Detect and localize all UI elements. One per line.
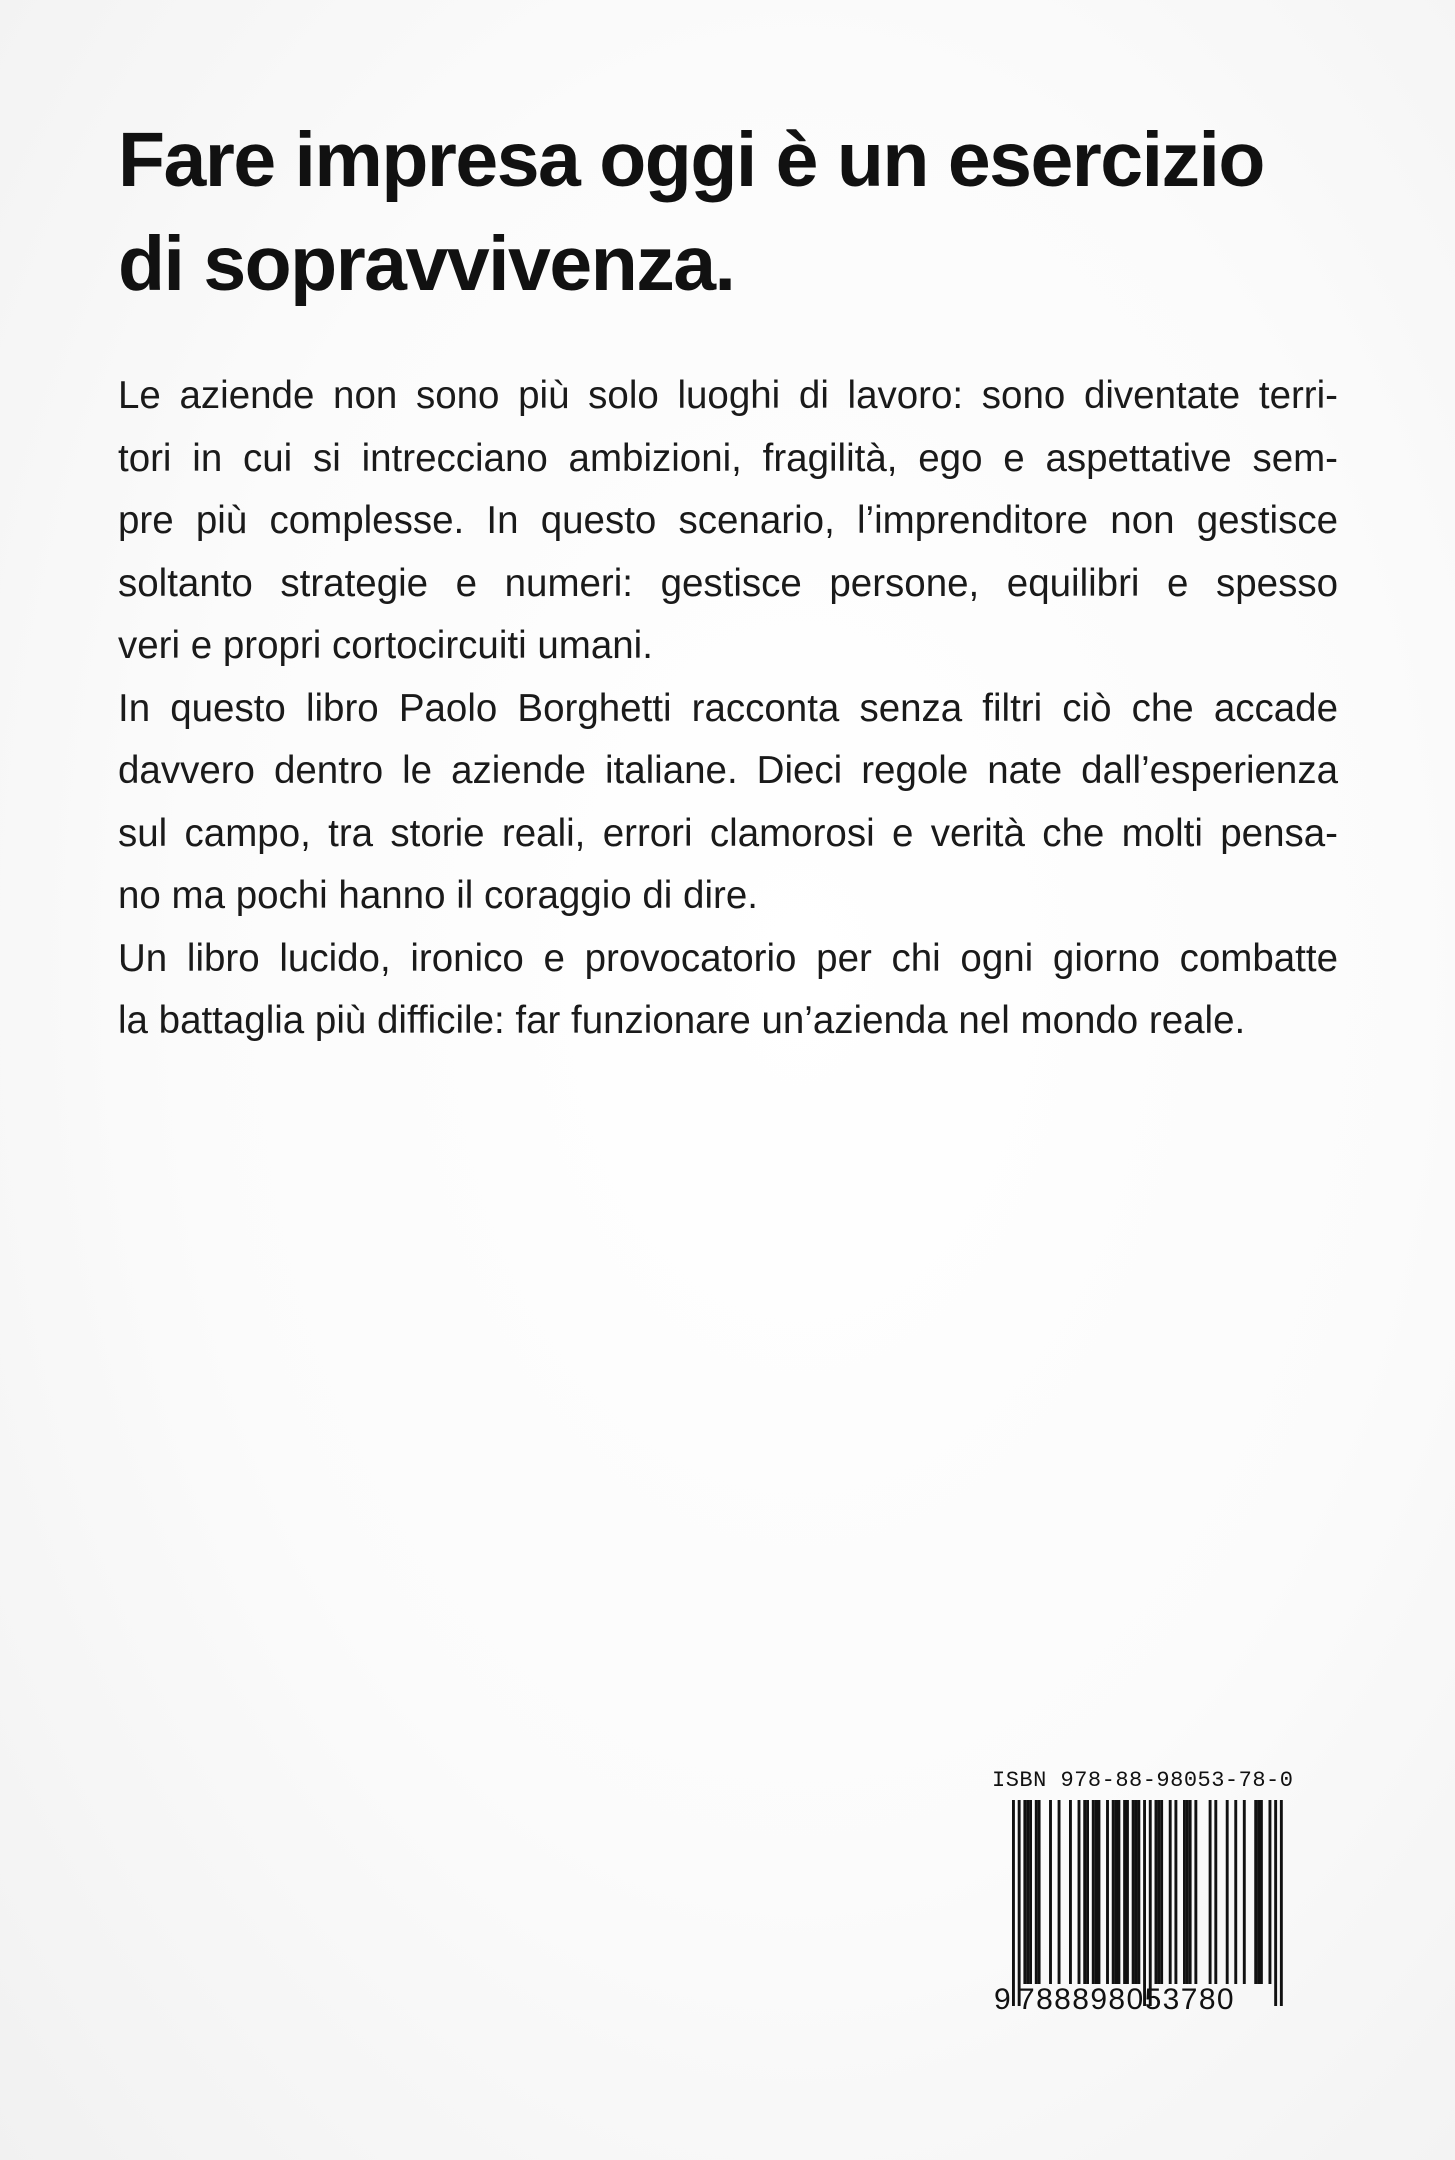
blurb (118, 365, 1338, 1053)
barcode-bar (1058, 1800, 1061, 1984)
headline-line-2: di sopravvivenza. (118, 221, 735, 307)
barcode-bar (1029, 1800, 1032, 1984)
barcode-block (992, 1768, 1332, 2016)
barcode-bar (1174, 1800, 1177, 1984)
blurb-line: la battaglia più difficile: far funzionare un’azienda nel mondo reale. (118, 999, 1246, 1042)
barcode-bar (1260, 1800, 1263, 1984)
blurb-line: davvero dentro le aziende italiane. Dieci regole nate dall’esperienza (118, 749, 1338, 792)
barcode-bar (1086, 1800, 1089, 1984)
barcode-bar (1069, 1800, 1072, 1984)
barcode-bar (1183, 1800, 1186, 1984)
barcode-bar (1257, 1800, 1260, 1984)
barcode-bar (1012, 1800, 1015, 2006)
barcode-bar (1132, 1800, 1135, 1984)
barcode-bar (1018, 1800, 1021, 2006)
barcode-bar (1123, 1800, 1126, 1984)
barcode-digits (992, 1983, 1292, 2019)
barcode-icon (992, 1800, 1292, 2008)
barcode-bar (1095, 1800, 1098, 1984)
barcode-bar (1035, 1800, 1038, 1984)
barcode-bar (1194, 1800, 1197, 1984)
barcode-first-digit: 9 (994, 1983, 1011, 2016)
barcode-bar (1234, 1800, 1237, 1984)
barcode-bar (1115, 1800, 1118, 1984)
barcode-bar (1135, 1800, 1138, 1984)
barcode-bar (1189, 1800, 1192, 1984)
barcode-bar (1160, 1800, 1163, 1984)
blurb-line: pre più complesse. In questo scenario, l’imprenditore non gestisce (118, 499, 1338, 542)
barcode-bar (1254, 1800, 1257, 1984)
blurb-line: Un libro lucido, ironico e provocatorio per chi ogni giorno combatte (118, 936, 1338, 980)
barcode-bar (1169, 1800, 1172, 1984)
barcode-bar (1143, 1800, 1146, 2006)
blurb-line: sul campo, tra storie reali, errori clamorosi e verità che molti pensa- (118, 811, 1338, 855)
barcode-bar (1226, 1800, 1229, 1984)
barcode-bar (1274, 1800, 1277, 2006)
barcode-bar (1186, 1800, 1189, 1984)
blurb-line: In questo libro Paolo Borghetti racconta senza filtri ciò che accade (118, 686, 1338, 730)
barcode-bar (1149, 1800, 1152, 2006)
barcode-bar (1157, 1800, 1160, 1984)
barcode-bar (1243, 1800, 1246, 1984)
blurb-line: Le aziende non sono più solo luoghi di lavoro: sono diventate terri- (118, 374, 1338, 417)
barcode-bar (1112, 1800, 1115, 1984)
isbn-label: ISBN 978-88-98053-78-0 (992, 1768, 1294, 1793)
barcode-bar (1038, 1800, 1041, 1984)
barcode-bar (1049, 1800, 1052, 1984)
blurb-line: soltanto strategie e numeri: gestisce persone, equilibri e spesso (118, 561, 1338, 605)
barcode-bar (1209, 1800, 1212, 1984)
barcode-bar (1106, 1800, 1109, 1984)
blurb-line: no ma pochi hanno il coraggio di dire. (118, 874, 758, 917)
blurb-line: veri e propri cortocircuiti umani. (118, 624, 653, 667)
barcode-bar (1155, 1800, 1158, 1984)
barcode-bar (1214, 1800, 1217, 1984)
barcode-bar (1098, 1800, 1101, 1984)
headline-line-1: Fare impresa oggi è un esercizio (118, 117, 1264, 203)
barcode-bar (1137, 1800, 1140, 1984)
barcode-bar (1092, 1800, 1095, 1984)
barcode-bar (1269, 1800, 1272, 1984)
headline (118, 108, 1348, 316)
barcode-bar (1083, 1800, 1086, 1984)
barcode-bar (1026, 1800, 1029, 1984)
barcode-digits-text: 788898053780 (1018, 1983, 1236, 2016)
barcode-bar (1117, 1800, 1120, 1984)
blurb-line: tori in cui si intrecciano ambizioni, fragilità, ego e aspettative sem- (118, 436, 1338, 480)
barcode-bar (1280, 1800, 1283, 2006)
barcode-bar (1126, 1800, 1129, 1984)
barcode-bar (1023, 1800, 1026, 1984)
barcode-bar (1078, 1800, 1081, 1984)
